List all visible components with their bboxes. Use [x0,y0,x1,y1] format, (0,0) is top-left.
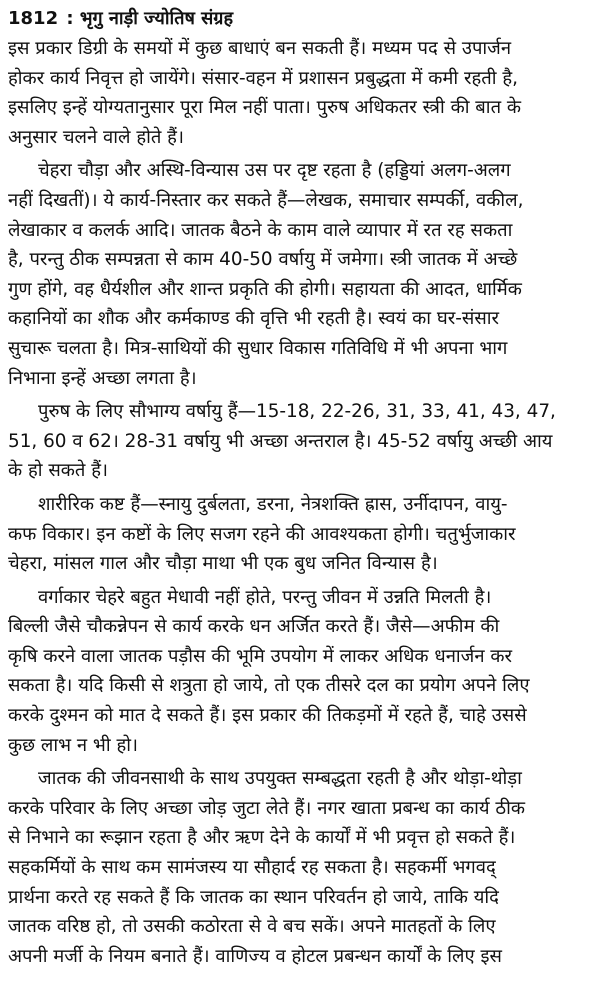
header-separator: : [66,8,74,29]
body-text [8,34,592,971]
text-line: सुचारू चलता है। मित्र-साथियों की सुधार विकास गतिविधि में भी अपना भाग [8,337,508,359]
text-line: सहकर्मियों के साथ कम सामंजस्य या सौहार्द रह सकता है। सहकर्मी भगवद् [8,857,496,879]
text-line: शारीरिक कष्ट हैं—स्नायु दुर्बलता, डरना, नेत्रशक्ति ह्रास, उर्नीदापन, वायु- [38,493,508,515]
text-line: अपनी मर्जी के नियम बनाते हैं। वाणिज्य व होटल प्रबन्धन कार्यों के लिए इस [8,945,502,967]
text-line: के हो सकते हैं। [8,460,108,482]
text-line: अनुसार चलने वाले होते हैं। [8,126,184,148]
text-line: करके परिवार के लिए अच्छा जोड़ जुटा लेते हैं। नगर खाता प्रबन्ध का कार्य ठीक [8,797,525,819]
page-number: 1812 [8,8,59,29]
paragraph [8,156,592,393]
paragraph [8,490,592,579]
text-line: बिल्ली जैसे चौकन्नेपन से कार्य करके धन अर्जित करते हैं। जैसे—अफीम की [8,616,500,638]
text-line: जातक वरिष्ठ हो, तो उसकी कठोरता से वे बच सकें। अपने मातहतों के लिए [8,916,496,938]
text-line: है, परन्तु ठीक सम्पन्नता से काम 40-50 वर्षायु में जमेगा। स्त्री जातक में अच्छे [8,249,518,271]
paragraph [8,397,592,486]
text-line: गुण होंगे, वह धैर्यशील और शान्त प्रकृति की होगी। सहायता की आदत, धार्मिक [8,278,522,300]
text-line: पुरुष के लिए सौभाग्य वर्षायु हैं—15-18, 22-26, 31, 33, 41, 43, 47, [38,401,556,423]
text-line: होकर कार्य निवृत्त हो जायेंगे। संसार-वहन में प्रशासन प्रबुद्धता में कमी रहती है, [8,67,518,89]
paragraph [8,764,592,971]
text-line: नहीं दिखतीं)। ये कार्य-निस्तार कर सकते हैं—लेखक, समाचार सम्पर्की, वकील, [8,189,524,211]
text-line: जातक की जीवनसाथी के साथ उपयुक्त सम्बद्धता रहती है और थोड़ा-थोड़ा [38,768,522,790]
text-line: प्रार्थना करते रह सकते हैं कि जातक का स्थान परिवर्तन हो जाये, ताकि यदि [8,886,499,908]
running-header [8,6,592,34]
text-line: सकता है। यदि किसी से शत्रुता हो जाये, तो एक तीसरे दल का प्रयोग अपने लिए [8,675,530,697]
text-line: करके दुश्मन को मात दे सकते हैं। इस प्रकार की तिकड़मों में रहते हैं, चाहे उससे [8,705,527,727]
text-line: चेहरा चौड़ा और अस्थि-विन्यास उस पर दृष्ट रहता है (हड्डियां अलग-अलग [38,160,511,182]
paragraph [8,34,592,152]
text-line: इस प्रकार डिग्री के समयों में कुछ बाधाएं बन सकती हैं। मध्यम पद से उपार्जन [8,38,512,59]
text-line: कुछ लाभ न भी हो। [8,734,138,756]
text-line: चेहरा, मांसल गाल और चौड़ा माथा भी एक बुध जनित विन्यास है। [8,553,438,575]
text-line: से निभाने का रूझान रहता है और ऋण देने के कार्यों में भी प्रवृत्त हो सकते हैं। [8,827,516,849]
text-line: कफ विकार। इन कष्टों के लिए सजग रहने की आवश्यकता होगी। चतुर्भुजाकार [8,523,516,545]
text-line: कृषि करने वाला जातक पड़ौस की भूमि उपयोग में लाकर अधिक धनार्जन कर [8,645,513,667]
paragraph [8,583,592,761]
text-line: वर्गाकार चेहरे बहुत मेधावी नहीं होते, परन्तु जीवन में उन्नति मिलती है। [38,586,492,608]
text-line: निभाना इन्हें अच्छा लगता है। [8,367,197,389]
book-title: भृगु नाड़ी ज्योतिष संग्रह [79,8,234,29]
text-line: इसलिए इन्हें योग्यतानुसार पूरा मिल नहीं पाता। पुरुष अधिकतर स्त्री की बात के [8,97,522,119]
text-line: लेखाकार व कलर्क आदि। जातक बैठने के काम वाले व्यापार में रत रह सकता [8,219,513,241]
text-line: 51, 60 व 62। 28-31 वर्षायु भी अच्छा अन्तराल है। 45-52 वर्षायु अच्छी आय [8,430,553,452]
text-line: कहानियों का शौक और कर्मकाण्ड की वृत्ति भी रहती है। स्वयं का घर-संसार [8,308,500,330]
book-page [8,6,592,983]
